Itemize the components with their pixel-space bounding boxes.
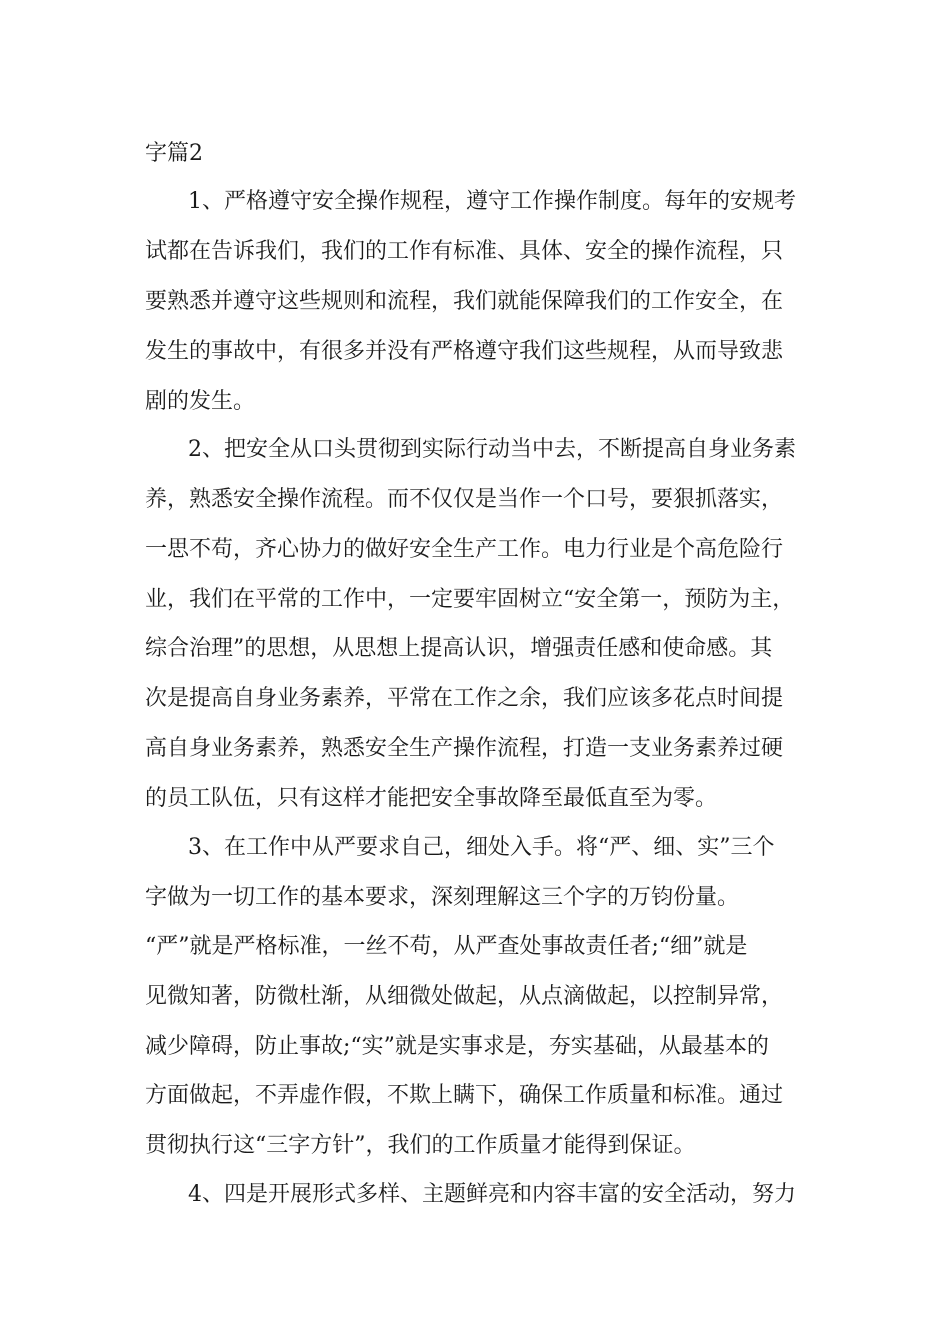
paragraph-1-line-5: 剧的发生。 bbox=[145, 389, 256, 414]
paragraph-1-line-3: 要熟悉并遵守这些规则和流程，我们就能保障我们的工作安全，在 bbox=[145, 289, 784, 314]
paragraph-3-line-3: “严”就是严格标准，一丝不苟，从严查处事故责任者;“细”就是 bbox=[145, 934, 748, 959]
paragraph-2-line-4: 业，我们在平常的工作中，一定要牢固树立“安全第一，预防为主， bbox=[145, 587, 795, 612]
paragraph-3-line-7: 贯彻执行这“三字方针”，我们的工作质量才能得到保证。 bbox=[145, 1133, 696, 1158]
section-heading: 字篇2 bbox=[145, 141, 203, 166]
paragraph-3-line-2: 字做为一切工作的基本要求，深刻理解这三个字的万钧份量。 bbox=[145, 885, 740, 910]
paragraph-1-line-2: 试都在告诉我们，我们的工作有标准、具体、安全的操作流程，只 bbox=[145, 239, 784, 264]
paragraph-4-line-1: 4、四是开展形式多样、主题鲜亮和内容丰富的安全活动，努力 bbox=[188, 1182, 796, 1207]
paragraph-2-line-8: 的员工队伍，只有这样才能把安全事故降至最低直至为零。 bbox=[145, 786, 718, 811]
paragraph-2-line-3: 一思不苟，齐心协力的做好安全生产工作。电力行业是个高危险行 bbox=[145, 537, 784, 562]
paragraph-3-line-5: 减少障碍，防止事故;“实”就是实事求是，夯实基础，从最基本的 bbox=[145, 1034, 769, 1059]
paragraph-2-line-1: 2、把安全从口头贯彻到实际行动当中去，不断提高自身业务素 bbox=[188, 437, 796, 462]
paragraph-3-line-6: 方面做起，不弄虚作假，不欺上瞒下，确保工作质量和标准。通过 bbox=[145, 1083, 784, 1108]
paragraph-2-line-6: 次是提高自身业务素养，平常在工作之余，我们应该多花点时间提 bbox=[145, 686, 784, 711]
paragraph-2-line-5: 综合治理”的思想，从思想上提高认识，增强责任感和使命感。其 bbox=[145, 636, 773, 661]
paragraph-2-line-7: 高自身业务素养，熟悉安全生产操作流程，打造一支业务素养过硬 bbox=[145, 736, 784, 761]
paragraph-1-line-4: 发生的事故中，有很多并没有严格遵守我们这些规程，从而导致悲 bbox=[145, 339, 784, 364]
paragraph-3-line-4: 见微知著，防微杜渐，从细微处做起，从点滴做起，以控制异常， bbox=[145, 984, 784, 1009]
paragraph-1-line-1: 1、严格遵守安全操作规程，遵守工作操作制度。每年的安规考 bbox=[188, 189, 796, 214]
paragraph-3-line-1: 3、在工作中从严要求自己，细处入手。将“严、细、实”三个 bbox=[188, 835, 775, 860]
paragraph-2-line-2: 养，熟悉安全操作流程。而不仅仅是当作一个口号，要狠抓落实， bbox=[145, 487, 784, 512]
